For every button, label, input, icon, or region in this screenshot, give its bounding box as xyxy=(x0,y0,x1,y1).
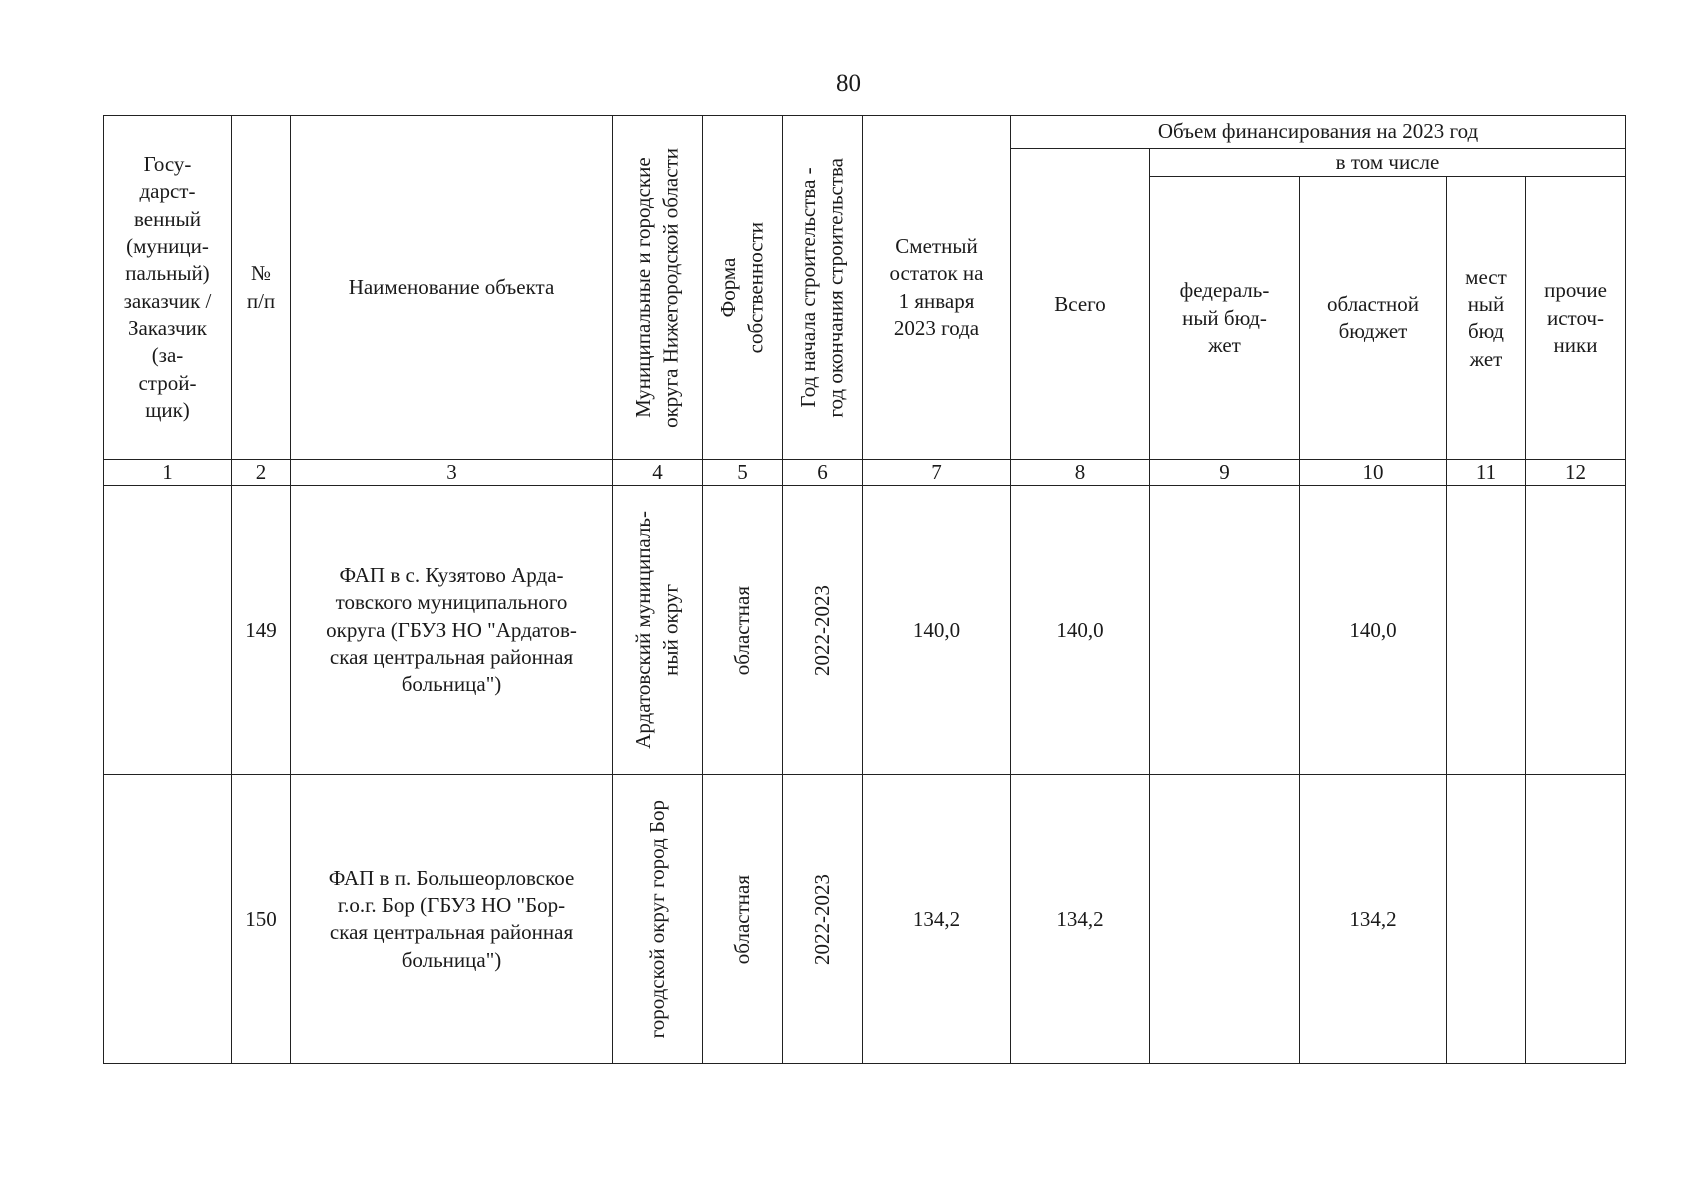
row-local xyxy=(1447,486,1526,775)
row-ownership: областная xyxy=(703,775,783,1064)
row-regional: 140,0 xyxy=(1300,486,1447,775)
page-number: 80 xyxy=(836,70,861,97)
row-years: 2022-2023 xyxy=(783,775,863,1064)
header-local: мест ный бюд жет xyxy=(1447,177,1526,460)
header-object-name: Наименование объекта xyxy=(291,116,613,460)
header-including: в том числе xyxy=(1150,149,1626,177)
column-number: 1 xyxy=(104,460,232,486)
column-number: 3 xyxy=(291,460,613,486)
row-other xyxy=(1526,486,1626,775)
row-total: 134,2 xyxy=(1011,775,1150,1064)
column-number: 2 xyxy=(232,460,291,486)
financing-table xyxy=(103,115,1626,1064)
header-years: Год начала строительства - год окончания строительства xyxy=(783,116,863,460)
table-row xyxy=(104,775,1626,1064)
column-numbers-row xyxy=(104,460,1626,486)
row-object-name: ФАП в п. Большеорловское г.о.г. Бор (ГБУЗ НО "Бор- ская центральная районная больница") xyxy=(291,775,613,1064)
row-customer xyxy=(104,775,232,1064)
header-other: прочие источ- ники xyxy=(1526,177,1626,460)
header-ownership: Форма собственности xyxy=(703,116,783,460)
row-municipality: городской округ город Бор xyxy=(613,775,703,1064)
header-number: № п/п xyxy=(232,116,291,460)
column-number: 11 xyxy=(1447,460,1526,486)
header-municipality: Муниципальные и городские округа Нижегородской области xyxy=(613,116,703,460)
header-financing: Объем финансирования на 2023 год xyxy=(1011,116,1626,149)
row-local xyxy=(1447,775,1526,1064)
row-estimate: 134,2 xyxy=(863,775,1011,1064)
column-number: 8 xyxy=(1011,460,1150,486)
column-number: 6 xyxy=(783,460,863,486)
row-federal xyxy=(1150,486,1300,775)
column-number: 10 xyxy=(1300,460,1447,486)
row-regional: 134,2 xyxy=(1300,775,1447,1064)
header-total: Всего xyxy=(1011,149,1150,460)
header-estimate: Сметный остаток на 1 января 2023 года xyxy=(863,116,1011,460)
row-federal xyxy=(1150,775,1300,1064)
row-estimate: 140,0 xyxy=(863,486,1011,775)
column-number: 4 xyxy=(613,460,703,486)
header-customer: Госу- дарст- венный (муници- пальный) заказчик / Заказчик (за- строй- щик) xyxy=(104,116,232,460)
row-number: 149 xyxy=(232,486,291,775)
row-municipality: Ардатовский муниципаль- ный округ xyxy=(613,486,703,775)
table-row xyxy=(104,486,1626,775)
header-federal: федераль- ный бюд- жет xyxy=(1150,177,1300,460)
header-regional: областной бюджет xyxy=(1300,177,1447,460)
row-number: 150 xyxy=(232,775,291,1064)
row-years: 2022-2023 xyxy=(783,486,863,775)
row-object-name: ФАП в с. Кузятово Арда- товского муниципального округа (ГБУЗ НО "Ардатов- ская центральная районная больница") xyxy=(291,486,613,775)
row-total: 140,0 xyxy=(1011,486,1150,775)
column-number: 7 xyxy=(863,460,1011,486)
row-ownership: областная xyxy=(703,486,783,775)
row-customer xyxy=(104,486,232,775)
column-number: 12 xyxy=(1526,460,1626,486)
column-number: 5 xyxy=(703,460,783,486)
row-other xyxy=(1526,775,1626,1064)
column-number: 9 xyxy=(1150,460,1300,486)
